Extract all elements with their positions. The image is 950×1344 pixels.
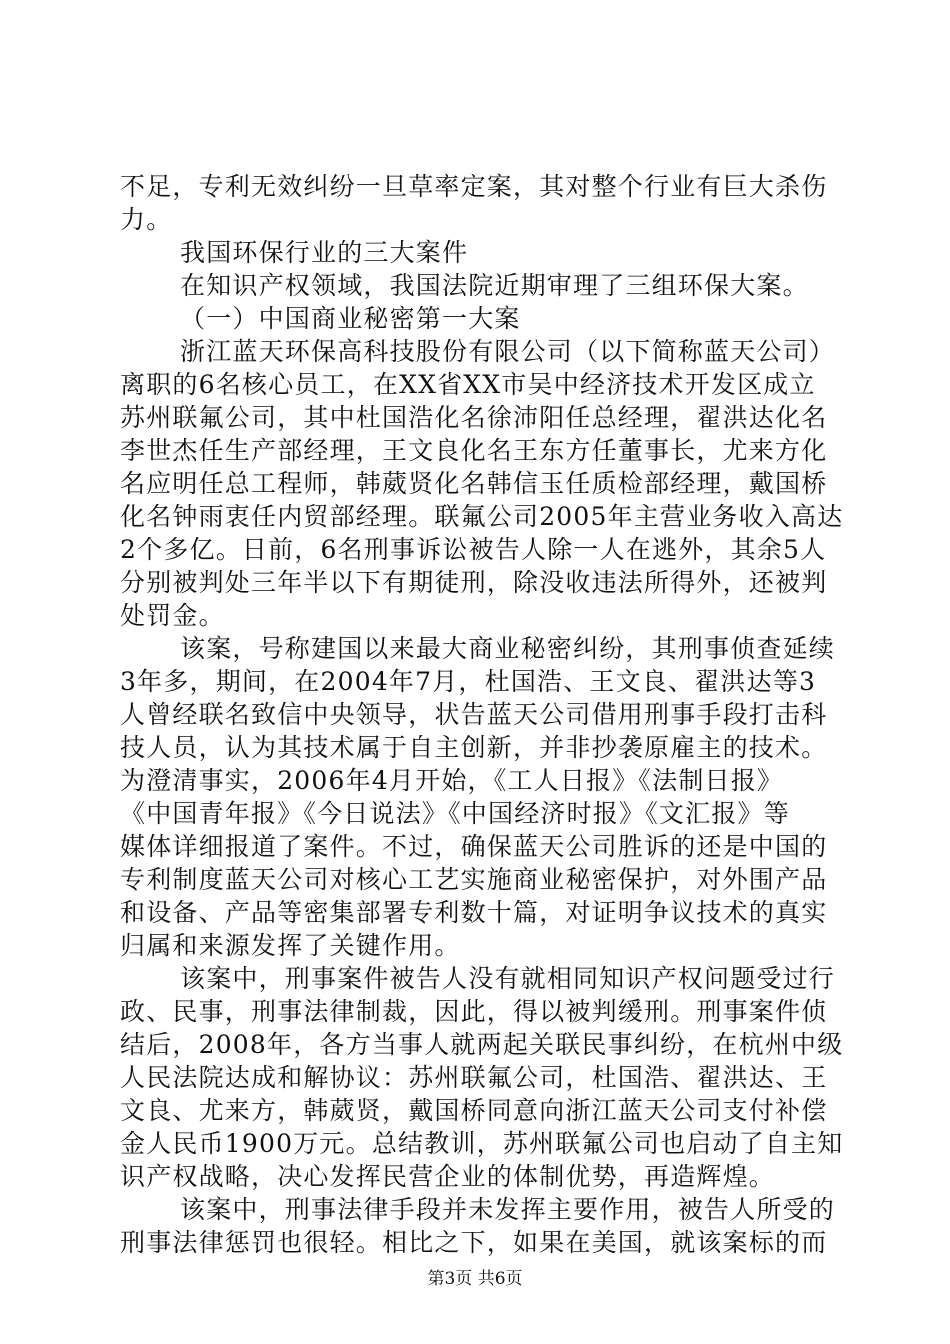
text-line: 化名钟雨衷任内贸部经理。联氟公司2005年主营业务收入高达 [120, 502, 844, 531]
text-line: 和设备、产品等密集部署专利数十篇，对证明争议技术的真实 [120, 898, 828, 927]
text-line: 力。 [120, 205, 173, 234]
text-line: 分别被判处三年半以下有期徒刑，除没收违法所得外，还被判 [120, 568, 828, 597]
text-line: 为澄清事实，2006年4月开始，《工人日报》《法制日报》 [120, 766, 784, 795]
text-line: 离职的6名核心员工，在XX省XX市吴中经济技术开发区成立 [120, 370, 816, 399]
text-line: 识产权战略，决心发挥民营企业的体制优势，再造辉煌。 [120, 1162, 776, 1191]
text-line: 浙江蓝天环保高科技股份有限公司（以下简称蓝天公司） [180, 337, 836, 366]
subsection-heading: （一）中国商业秘密第一大案 [180, 304, 521, 333]
text-line: 归属和来源发挥了关键作用。 [120, 931, 461, 960]
text-line: 该案，号称建国以来最大商业秘密纠纷，其刑事侦查延续 [180, 634, 836, 663]
text-line: 金人民币1900万元。总结教训，苏州联氟公司也启动了自主知 [120, 1129, 844, 1158]
text-line: 结后，2008年，各方当事人就两起关联民事纠纷，在杭州中级 [120, 1030, 844, 1059]
text-line: 《中国青年报》《今日说法》《中国经济时报》《文汇报》等 [120, 799, 790, 828]
text-line: 3年多，期间，在2004年7月，杜国浩、王文良、翟洪达等3 [120, 667, 817, 696]
text-line: 2个多亿。日前，6名刑事诉讼被告人除一人在逃外，其余5人 [120, 535, 827, 564]
body-text [120, 170, 844, 1259]
section-heading: 我国环保行业的三大案件 [180, 238, 469, 267]
text-line: 苏州联氟公司，其中杜国浩化名徐沛阳任总经理，翟洪达化名 [120, 403, 828, 432]
page-number-footer: 第3页 共6页 [427, 1269, 523, 1289]
text-line: 处罚金。 [120, 601, 225, 630]
text-line: 不足，专利无效纠纷一旦草率定案，其对整个行业有巨大杀伤 [120, 172, 828, 201]
text-line: 名应明任总工程师，韩葳贤化名韩信玉任质检部经理，戴国桥 [120, 469, 828, 498]
text-line: 李世杰任生产部经理，王文良化名王东方任董事长，尤来方化 [120, 436, 828, 465]
text-line: 媒体详细报道了案件。不过，确保蓝天公司胜诉的还是中国的 [120, 832, 828, 861]
text-line: 文良、尤来方，韩葳贤，戴国桥同意向浙江蓝天公司支付补偿 [120, 1096, 828, 1125]
text-line: 人曾经联名致信中央领导，状告蓝天公司借用刑事手段打击科 [120, 700, 828, 729]
text-line: 该案中，刑事案件被告人没有就相同知识产权问题受过行 [180, 964, 836, 993]
text-line: 刑事法律惩罚也很轻。相比之下，如果在美国，就该案标的而 [120, 1228, 828, 1257]
text-line: 政、民事，刑事法律制裁，因此，得以被判缓刑。刑事案件侦 [120, 997, 828, 1026]
text-line: 专利制度蓝天公司对核心工艺实施商业秘密保护，对外围产品 [120, 865, 828, 894]
text-line: 该案中，刑事法律手段并未发挥主要作用，被告人所受的 [180, 1195, 836, 1224]
text-line: 技人员，认为其技术属于自主创新，并非抄袭原雇主的技术。 [120, 733, 828, 762]
text-line: 人民法院达成和解协议：苏州联氟公司，杜国浩、翟洪达、王 [120, 1063, 828, 1092]
text-line: 在知识产权领域，我国法院近期审理了三组环保大案。 [180, 271, 809, 300]
